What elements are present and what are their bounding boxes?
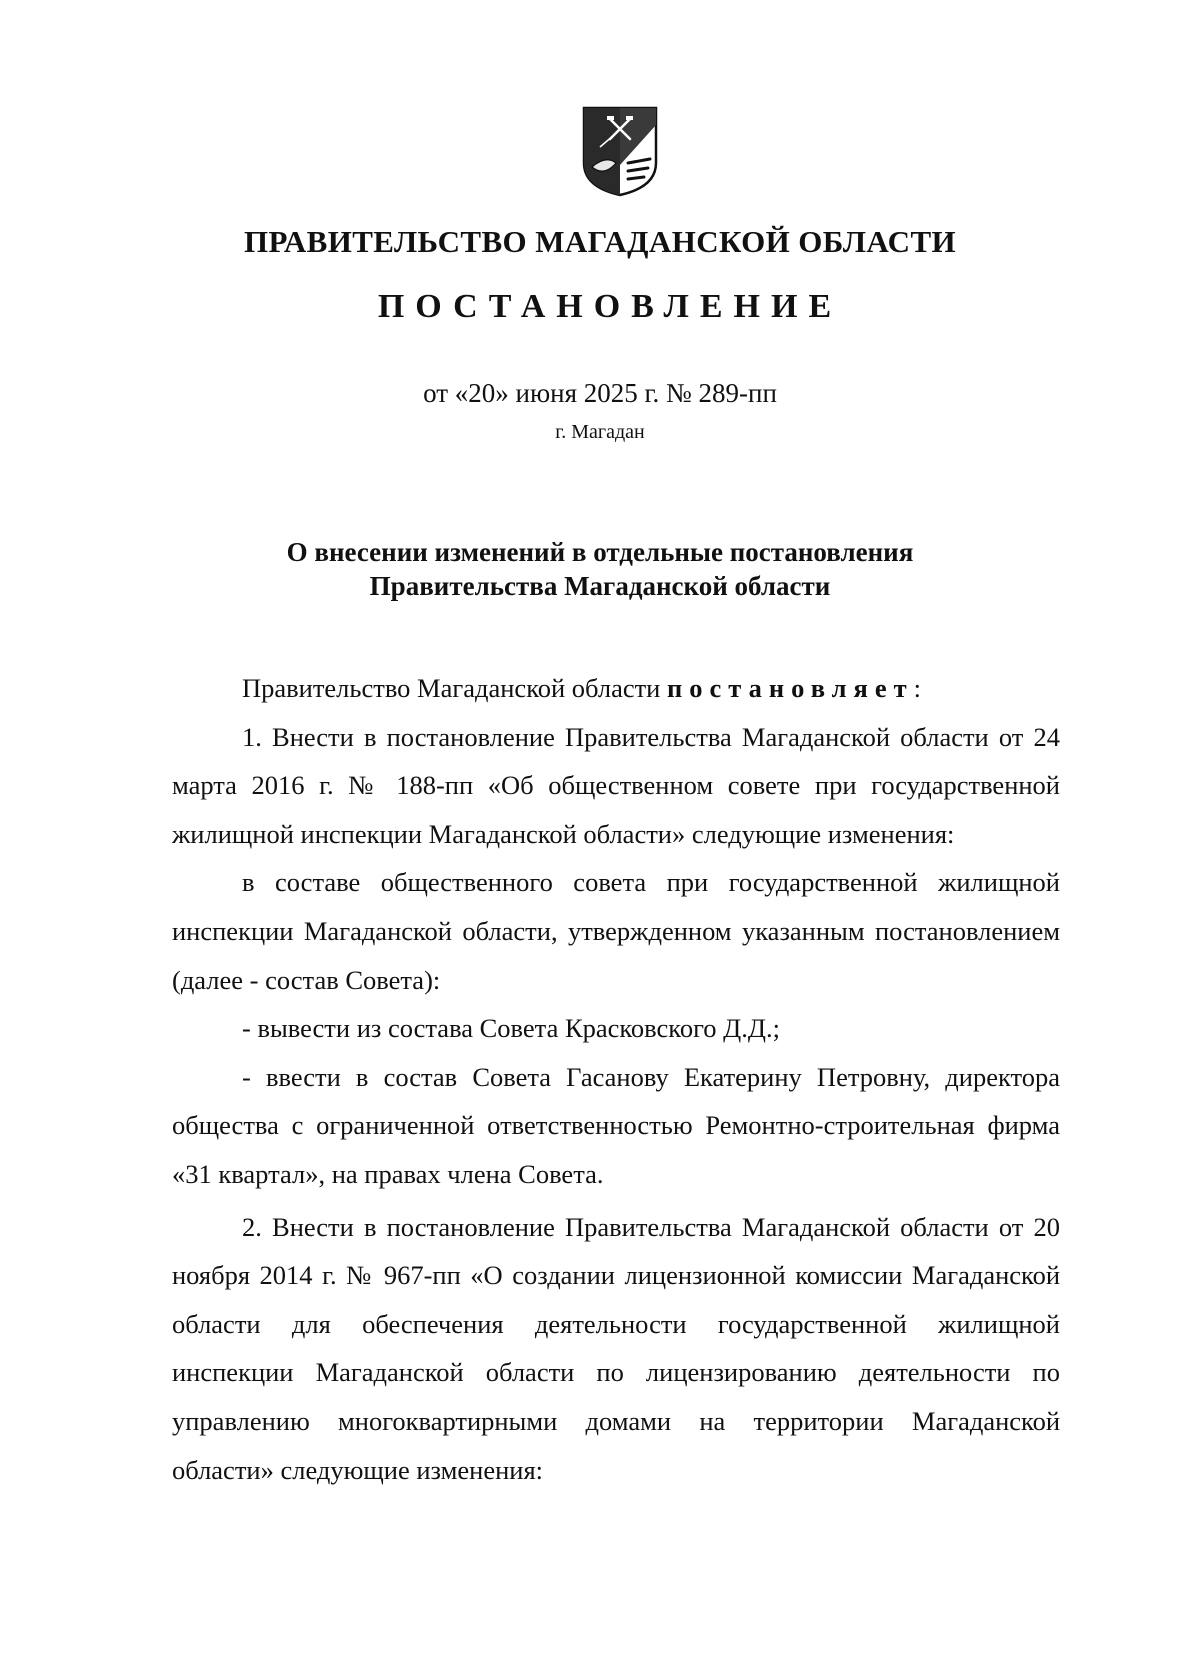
document-subject <box>0 535 1200 603</box>
item-1-add-paragraph: - ввести в состав Совета Гасанову Екатерину Петровну, директора общества с ограниченной ответственностью Ремонтно-строительная фирма «31 квартал», на правах члена Совета. <box>172 1061 1060 1189</box>
item-1-sub-paragraph: в составе общественного совета при государственной жилищной инспекции Магаданской области, утвержденном указанным постановлением (далее - состав Совета): <box>172 867 1060 995</box>
preamble-verb: постановляет <box>666 673 914 703</box>
subject-line-2: Правительства Магаданской области <box>369 571 831 601</box>
document-date-number: от «20» июня 2025 г. № 289-пп <box>423 378 777 408</box>
document-body <box>172 664 1060 1494</box>
preamble-colon: : <box>913 673 922 703</box>
document-type-title: ПОСТАНОВЛЕНИЕ <box>377 288 843 325</box>
item-2-paragraph: 2. Внести в постановление Правительства Магаданской области от 20 ноября 2014 г. № 967-пп «О создании лицензионной комиссии Магаданской области для обеспечения деятельности государственной жилищной инспекции Магаданской области по лицензированию деятельности по управлению многоквартирными домами на территории Магаданской области» следующие изменения: <box>172 1211 1060 1485</box>
preamble-text: Правительство Магаданской области <box>242 673 661 703</box>
coat-of-arms-icon <box>580 105 660 197</box>
subject-line-1: О внесении изменений в отдельные постановления <box>286 537 914 567</box>
item-1-paragraph: 1. Внести в постановление Правительства Магаданской области от 24 марта 2016 г. № 188-пп «Об общественном совете при государственной жилищной инспекции Магаданской области» следующие изменения: <box>172 721 1060 849</box>
item-1-remove-paragraph: - вывести из состава Совета Красковского Д.Д.; <box>242 1013 780 1044</box>
document-city: г. Магадан <box>555 421 645 443</box>
preamble-paragraph <box>172 664 1060 713</box>
government-title: ПРАВИТЕЛЬСТВО МАГАДАНСКОЙ ОБЛАСТИ <box>243 224 957 259</box>
